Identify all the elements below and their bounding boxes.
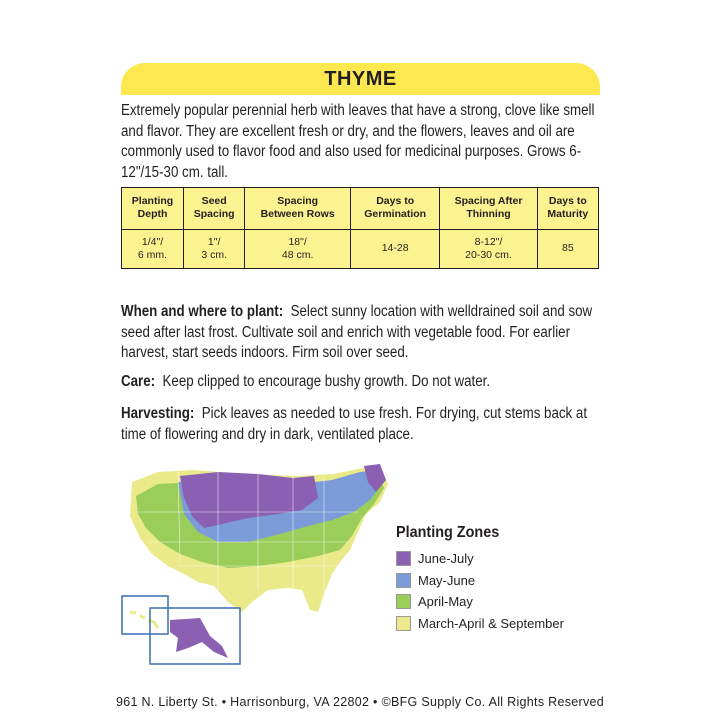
alaska-shape [170, 618, 228, 658]
harvesting-section [121, 404, 603, 445]
care-section [121, 372, 603, 393]
when-text: Select sunny location with welldrained soil and sow seed after last frost. Cultivate soil and enrich with vegetable food. For earlier harvest, start seeds indoors. Firm soil over seed. [121, 303, 593, 361]
legend-item-march-april-september: March-April & September [396, 613, 564, 635]
legend-swatch [396, 616, 411, 631]
table-header-row [122, 188, 599, 230]
when-to-plant-section [121, 302, 603, 364]
growing-info-table [121, 187, 599, 269]
hawaii-inset [122, 596, 168, 634]
footer-address: 961 N. Liberty St. • Harrisonburg, VA 22802 • ©BFG Supply Co. All Rights Reserved [115, 695, 605, 709]
planting-zones-legend [396, 524, 564, 634]
value-germination: 14-28 [351, 229, 440, 269]
legend-swatch [396, 551, 411, 566]
care-label: Care: [121, 373, 156, 390]
planting-zone-map [118, 462, 408, 667]
header-row-spacing: Spacing Between Rows [245, 188, 351, 230]
header-germination: Days to Germination [351, 188, 440, 230]
when-label: When and where to plant: [121, 303, 284, 320]
value-thinning: 8-12"/ 20-30 cm. [440, 229, 537, 269]
legend-item-may-june: May-June [396, 570, 564, 592]
legend-item-april-may: April-May [396, 591, 564, 613]
value-row-spacing: 18"/ 48 cm. [245, 229, 351, 269]
legend-swatch [396, 594, 411, 609]
title-banner [121, 63, 600, 95]
legend-title: Planting Zones [396, 524, 500, 541]
legend-item-june-july: June-July [396, 548, 564, 570]
care-text: Keep clipped to encourage bushy growth. Do not water. [162, 373, 491, 390]
harvest-text: Pick leaves as needed to use fresh. For drying, cut stems back at time of flowering and dry in dark, ventilated place. [121, 405, 588, 443]
harvest-label: Harvesting: [121, 405, 195, 422]
value-planting-depth: 1/4"/ 6 mm. [122, 229, 184, 269]
header-thinning: Spacing After Thinning [440, 188, 537, 230]
legend-swatch [396, 573, 411, 588]
header-seed-spacing: Seed Spacing [184, 188, 245, 230]
table-row [122, 229, 599, 269]
intro-description: Extremely popular perennial herb with leaves that have a strong, clove like smell and flavor. They are excellent fresh or dry, and the flowers, leaves and oil are commonly used to flavor food and also used for medicinal purposes. Grows 6-12"/15-30 cm. tall. [121, 102, 595, 181]
header-planting-depth: Planting Depth [122, 188, 184, 230]
header-maturity: Days to Maturity [537, 188, 598, 230]
value-seed-spacing: 1"/ 3 cm. [184, 229, 245, 269]
value-maturity: 85 [537, 229, 598, 269]
page-title: THYME [324, 67, 397, 90]
